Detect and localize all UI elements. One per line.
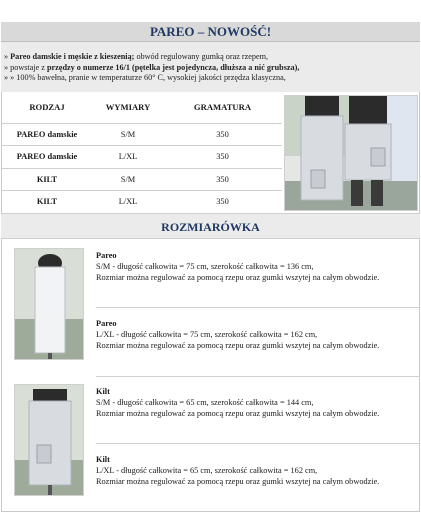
product-table bbox=[1, 92, 282, 214]
intro-line-3: » » 100% bawełna, pranie w temperaturze 60° C, wysokiej jakości przędza klasyczna, bbox=[4, 73, 286, 83]
intro-block bbox=[1, 42, 420, 92]
table-header: WYMIARY bbox=[93, 92, 163, 123]
kilt-photo bbox=[14, 384, 84, 496]
pareo-photo bbox=[14, 248, 84, 360]
table-cell: 350 bbox=[163, 146, 282, 169]
table-header: GRAMATURA bbox=[163, 92, 282, 123]
intro-line-1-rest: obwód regulowany gumką oraz rzepem, bbox=[134, 52, 269, 61]
table-cell: KILT bbox=[1, 168, 93, 191]
size-item-dimensions: S/M - długość całkowita = 75 cm, szerokość całkowita = 136 cm, bbox=[96, 261, 314, 271]
table-cell: S/M bbox=[93, 168, 163, 191]
size-item-name: Kilt bbox=[96, 387, 110, 396]
divider bbox=[96, 376, 420, 377]
table-header-row bbox=[1, 92, 282, 123]
divider bbox=[96, 443, 420, 444]
size-item-dimensions: S/M - długość całkowita = 65 cm, szerokość całkowita = 144 cm, bbox=[96, 397, 314, 407]
pareo-illustration bbox=[15, 249, 84, 360]
size-item-name: Pareo bbox=[96, 251, 117, 260]
size-item-dimensions: L/XL - długość całkowita = 65 cm, szerokość całkowita = 162 cm, bbox=[96, 465, 318, 475]
table-cell: L/XL bbox=[93, 146, 163, 169]
product-photo-kilt-pareo bbox=[284, 95, 418, 211]
size-item-note: Rozmiar można regulować za pomocą rzepu oraz gumki wszytej na całym obwodzie. bbox=[96, 340, 380, 350]
size-item-note: Rozmiar można regulować za pomocą rzepu oraz gumki wszytej na całym obwodzie. bbox=[96, 408, 380, 418]
table-row bbox=[1, 168, 282, 191]
size-item-note: Rozmiar można regulować za pomocą rzepu oraz gumki wszytej na całym obwodzie. bbox=[96, 272, 380, 282]
intro-line-1: » Pareo damskie i męskie z kieszenią; obwód regulowany gumką oraz rzepem, bbox=[4, 52, 269, 61]
size-item-kilt-sm bbox=[96, 387, 416, 419]
divider bbox=[96, 307, 420, 308]
table-cell: PAREO damskie bbox=[1, 146, 93, 169]
kilt-illustration bbox=[15, 385, 84, 496]
size-item-kilt-lxl bbox=[96, 455, 416, 487]
table-row bbox=[1, 123, 282, 146]
size-item-dimensions: L/XL - długość całkowita = 75 cm, szerokość całkowita = 162 cm, bbox=[96, 329, 318, 339]
table-cell: 350 bbox=[163, 123, 282, 146]
table-row bbox=[1, 146, 282, 169]
intro-line-2 bbox=[4, 63, 417, 74]
table-cell: KILT bbox=[1, 191, 93, 214]
table-cell: PAREO damskie bbox=[1, 123, 93, 146]
product-photo-illustration bbox=[285, 96, 418, 211]
size-chart-title: ROZMIARÓWKA bbox=[1, 213, 420, 239]
size-item-name: Pareo bbox=[96, 319, 117, 328]
table-cell: 350 bbox=[163, 168, 282, 191]
size-item-pareo-lxl bbox=[96, 319, 416, 351]
table-header: RODZAJ bbox=[1, 92, 93, 123]
size-item-pareo-sm bbox=[96, 251, 416, 283]
size-item-name: Kilt bbox=[96, 455, 110, 464]
table-cell: S/M bbox=[93, 123, 163, 146]
intro-line-2-bold: przędzy o numerze 16/1 (pętelka jest pojedyncza, dłuższa a nić grubsza), bbox=[46, 62, 300, 72]
table-cell: 350 bbox=[163, 191, 282, 214]
page-title: PAREO – NOWOŚĆ! bbox=[1, 22, 420, 42]
intro-line-1-bold: Pareo damskie i męskie z kieszenią; bbox=[10, 52, 135, 61]
table-cell: L/XL bbox=[93, 191, 163, 214]
size-item-note: Rozmiar można regulować za pomocą rzepu oraz gumki wszytej na całym obwodzie. bbox=[96, 476, 380, 486]
intro-line-2-pre: » powstaje z bbox=[4, 62, 47, 72]
table-row bbox=[1, 191, 282, 214]
intro-line-3-text: » 100% bawełna, pranie w temperaturze 60° C, wysokiej jakości przędza klasyczna, bbox=[10, 73, 286, 83]
